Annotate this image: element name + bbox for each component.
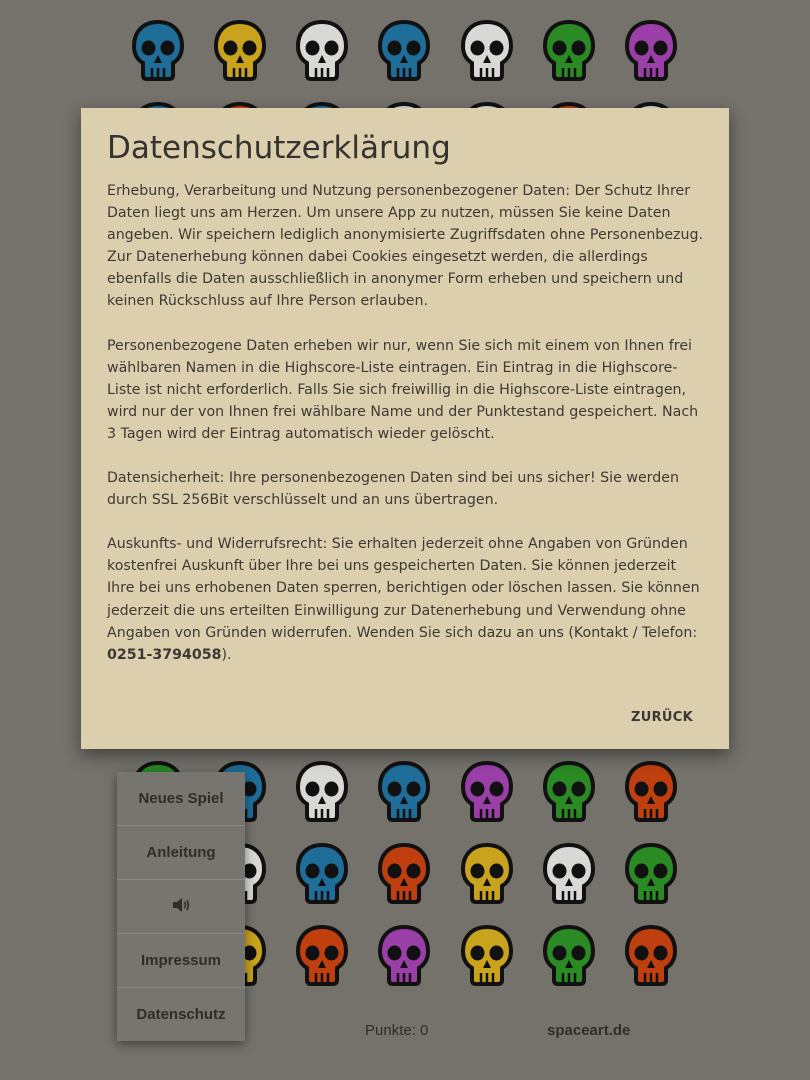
score-label: Punkte: 0: [365, 1022, 429, 1039]
skull-tile-white[interactable]: [459, 19, 515, 83]
skull-tile-blue[interactable]: [130, 19, 186, 83]
paragraph-end: ).: [221, 646, 232, 663]
skull-tile-white[interactable]: [541, 842, 597, 906]
phone-number: 0251-3794058: [107, 646, 222, 663]
skull-tile-blue[interactable]: [376, 760, 432, 824]
instructions-button[interactable]: Anleitung: [117, 826, 245, 880]
skull-tile-green[interactable]: [623, 842, 679, 906]
skull-tile-green[interactable]: [541, 19, 597, 83]
dialog-paragraph: Personenbezogene Daten erheben wir nur, wenn Sie sich mit einem von Ihnen frei wählbaren Namen in die Highscore-Liste eintragen. Ein Eintrag in die Highscore-Liste ist nicht erforderlich. Falls Sie sich freiwillig in die Highscore-Liste eintragen, wird nur der von Ihnen frei wählbare Name und der Punktestand gespeichert. Nach 3 Tagen wird der Eintrag automatisch wieder gelöscht.: [107, 337, 699, 442]
sound-toggle-button[interactable]: [117, 880, 245, 934]
privacy-dialog: [81, 108, 729, 749]
site-link[interactable]: spaceart.de: [547, 1022, 631, 1039]
privacy-button[interactable]: Datenschutz: [136, 1006, 226, 1023]
skull-tile-red[interactable]: [623, 760, 679, 824]
skull-tile-purple[interactable]: [459, 760, 515, 824]
skull-tile-green[interactable]: [541, 760, 597, 824]
dialog-paragraph: [107, 533, 703, 666]
new-game-button[interactable]: Neues Spiel: [117, 772, 245, 826]
speaker-icon: [171, 897, 191, 917]
skull-tile-green[interactable]: [541, 924, 597, 988]
game-menu: [117, 772, 245, 1041]
skull-tile-blue[interactable]: [294, 842, 350, 906]
skull-tile-red[interactable]: [294, 924, 350, 988]
back-button[interactable]: ZURÜCK: [631, 710, 693, 725]
skull-tile-yellow[interactable]: [459, 842, 515, 906]
skull-tile-yellow[interactable]: [212, 19, 268, 83]
skull-tile-blue[interactable]: [376, 19, 432, 83]
dialog-paragraph: Datensicherheit: Ihre personenbezogenen Daten sind bei uns sicher! Sie werden durch SSL 256Bit verschlüsselt und an uns übertragen.: [107, 470, 679, 509]
dialog-title: Datenschutzerklärung: [107, 130, 451, 166]
skull-tile-red[interactable]: [623, 924, 679, 988]
skull-tile-white[interactable]: [294, 760, 350, 824]
imprint-button[interactable]: Impressum: [117, 934, 245, 988]
skull-tile-yellow[interactable]: [459, 924, 515, 988]
skull-tile-purple[interactable]: [376, 924, 432, 988]
skull-tile-red[interactable]: [376, 842, 432, 906]
skull-tile-white[interactable]: [294, 19, 350, 83]
dialog-paragraph: Erhebung, Verarbeitung und Nutzung personenbezogener Daten: Der Schutz Ihrer Daten liegt uns am Herzen. Um unsere App zu nutzen, müssen Sie keine Daten angeben. Wir speichern lediglich anonymisierte Zugriffsdaten ohne Personenbezug. Zur Datenerhebung können dabei Cookies eingesetzt werden, die allerdings ebenfalls die Daten ausschließlich in anonymer Form erheben und speichern und keinen Rückschluss auf Ihre Person erlauben.: [107, 183, 703, 310]
skull-tile-purple[interactable]: [623, 19, 679, 83]
paragraph-text: Auskunfts- und Widerrufsrecht: Sie erhalten jederzeit ohne Angaben von Gründen kostenfrei Auskunft über Ihre bei uns gespeicherten Daten. Sie können jederzeit Ihre bei uns erhobenen Daten sperren, berichtigen oder löschen lassen. Sie können jederzeit die uns erteilten Einwilligung zur Datenerhebung und Verwendung ohne Angaben von Gründen widerrufen. Wenden Sie sich dazu an uns (Kontakt / Telefon:: [107, 536, 700, 641]
